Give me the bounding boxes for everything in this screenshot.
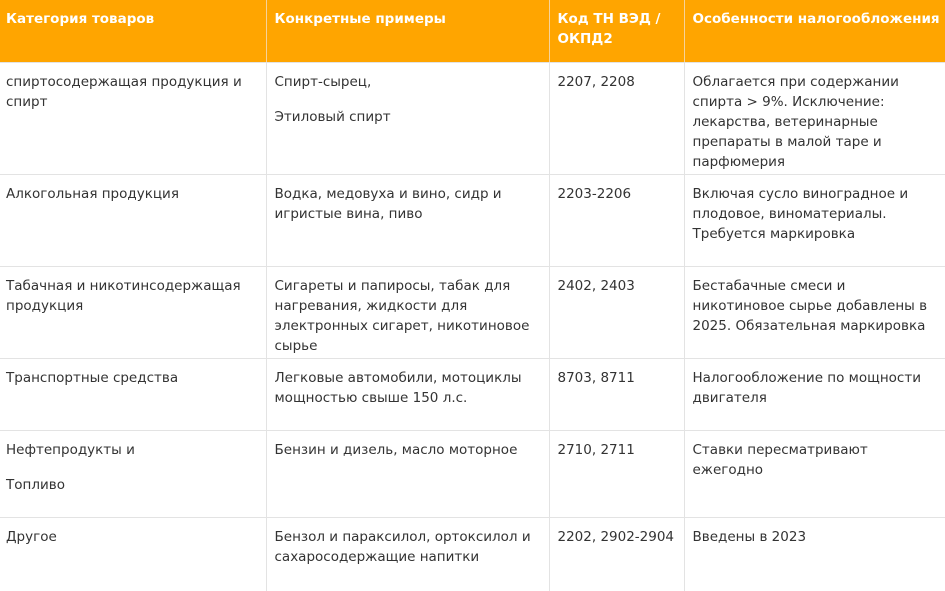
cell-text: Табачная и никотинсодержащая продукция [6,277,241,314]
cell-examples [266,266,549,358]
cell-text: Легковые автомобили, мотоциклы мощностью свыше 150 л.с. [274,369,522,406]
cell-tax-notes: Налогообложение по мощности двигателя [684,358,945,430]
cell-text: Бензол и параксилол, ортоксилол и сахаросодержащие напитки [274,528,531,565]
cell-tax-notes: Облагается при содержании спирта > 9%. Исключение: лекарства, ветеринарные препараты в малой таре и парфюмерия [684,62,945,174]
cell-code: 2207, 2208 [549,62,684,174]
cell-examples [266,62,549,174]
table-row [0,517,945,591]
cell-category [0,174,266,266]
table-row [0,266,945,358]
table-row [0,62,945,174]
header-tax-notes: Особенности налогообложения [684,0,945,62]
cell-tax-notes: Введены в 2023 [684,517,945,591]
cell-code: 2203-2206 [549,174,684,266]
cell-category [0,266,266,358]
table-row [0,174,945,266]
cell-examples [266,517,549,591]
cell-examples [266,358,549,430]
cell-text: Сигареты и папиросы, табак для нагревания, жидкости для электронных сигарет, никотиновое сырье [274,277,530,354]
cell-examples [266,174,549,266]
table-header-row [0,0,945,62]
cell-text: Транспортные средства [6,369,179,386]
header-category: Категория товаров [0,0,266,62]
cell-code: 2402, 2403 [549,266,684,358]
cell-text: Другое [6,528,57,545]
cell-text: спиртосодержащая продукция и спирт [6,73,242,110]
cell-code: 2202, 2902-2904 [549,517,684,591]
cell-text: Нефтепродукты и [6,441,135,458]
cell-text: Водка, медовуха и вино, сидр и игристые вина, пиво [274,185,502,222]
table-row [0,430,945,517]
cell-text: Топливо [6,476,65,493]
table-row [0,358,945,430]
cell-category [0,62,266,174]
cell-tax-notes: Бестабачные смеси и никотиновое сырье добавлены в 2025. Обязательная маркировка [684,266,945,358]
cell-category [0,430,266,517]
cell-text: Этиловый спирт [274,108,391,125]
cell-code: 8703, 8711 [549,358,684,430]
cell-examples [266,430,549,517]
cell-category [0,517,266,591]
cell-tax-notes: Ставки пересматривают ежегодно [684,430,945,517]
cell-tax-notes: Включая сусло виноградное и плодовое, виноматериалы. Требуется маркировка [684,174,945,266]
header-examples: Конкретные примеры [266,0,549,62]
cell-category [0,358,266,430]
header-code: Код ТН ВЭД / ОКПД2 [549,0,684,62]
cell-text: Бензин и дизель, масло моторное [274,441,518,458]
cell-code: 2710, 2711 [549,430,684,517]
cell-text: Спирт-сырец, [274,73,372,90]
cell-text: Алкогольная продукция [6,185,179,202]
